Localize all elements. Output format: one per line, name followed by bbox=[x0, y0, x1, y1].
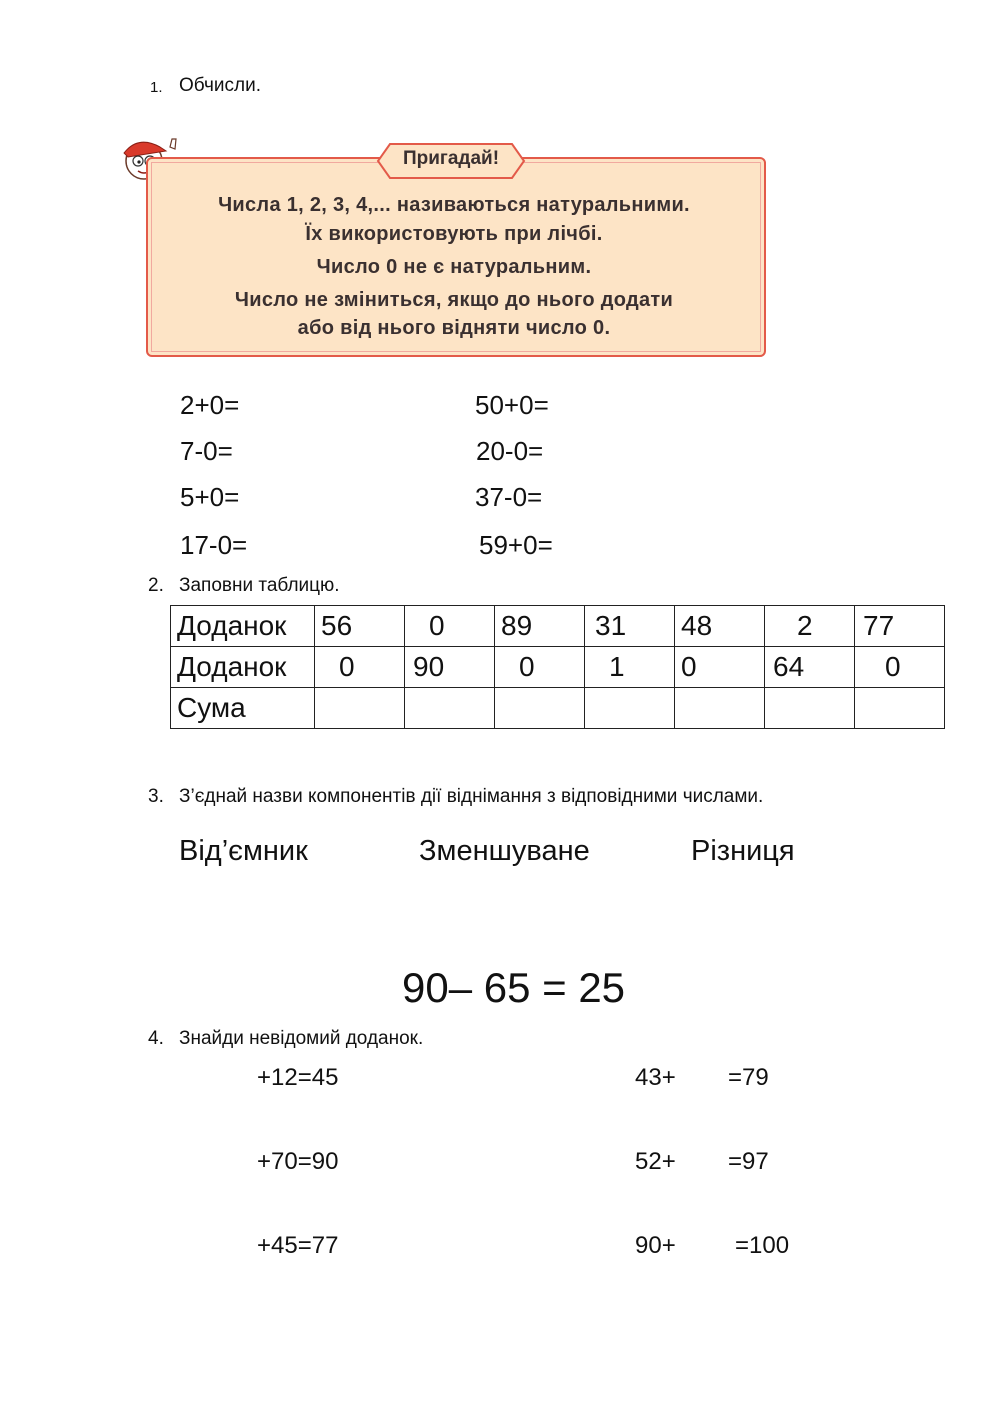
reminder-tag bbox=[376, 142, 526, 180]
task1-left-eq: 2+0= bbox=[180, 390, 240, 420]
answer-cell[interactable] bbox=[585, 688, 675, 729]
table-row bbox=[171, 647, 945, 688]
table-cell: 31 bbox=[585, 606, 675, 647]
reminder-line-4: Число не зміниться, якщо до нього додати bbox=[234, 289, 674, 311]
table-cell: 90 bbox=[405, 647, 495, 688]
task1-right-eq: 37-0= bbox=[475, 482, 543, 512]
task2-number: 2. bbox=[148, 575, 164, 596]
task1-right-eq: 59+0= bbox=[479, 530, 553, 560]
subtraction-equation: 90– 65 = 25 bbox=[402, 964, 626, 1011]
task4-right-b: =79 bbox=[728, 1064, 769, 1091]
task4-right-b: =97 bbox=[728, 1148, 769, 1175]
task1-right-eq: 50+0= bbox=[475, 390, 549, 420]
table-cell: 1 bbox=[585, 647, 675, 688]
answer-cell[interactable] bbox=[315, 688, 405, 729]
task1-number: 1. bbox=[150, 79, 163, 96]
task1-right-eq: 20-0= bbox=[476, 436, 544, 466]
table-cell: 0 bbox=[675, 647, 765, 688]
task1-title: Обчисли. bbox=[179, 75, 262, 96]
term-minuend[interactable]: Зменшуване bbox=[419, 835, 590, 867]
task4-left-eq: +12=45 bbox=[257, 1064, 339, 1091]
table-cell: 0 bbox=[495, 647, 585, 688]
answer-cell[interactable] bbox=[765, 688, 855, 729]
table-cell: 48 bbox=[675, 606, 765, 647]
table-cell: 2 bbox=[765, 606, 855, 647]
row-label: Доданок bbox=[171, 647, 315, 688]
reminder-line-5: або від нього відняти число 0. bbox=[297, 317, 611, 339]
task1-left-eq: 17-0= bbox=[180, 530, 248, 560]
task4-right-a: 90+ bbox=[635, 1232, 676, 1259]
task1-left-eq: 7-0= bbox=[180, 436, 233, 466]
task4-left-eq: +45=77 bbox=[257, 1232, 339, 1259]
task4-number: 4. bbox=[148, 1028, 164, 1049]
reminder-line-1: Числа 1, 2, 3, 4,... називаються натуральними. bbox=[218, 194, 690, 216]
answer-cell[interactable] bbox=[405, 688, 495, 729]
table-cell: 77 bbox=[855, 606, 945, 647]
answer-cell[interactable] bbox=[495, 688, 585, 729]
term-subtrahend[interactable]: Від’ємник bbox=[179, 835, 308, 867]
reminder-tag-label: Пригадай! bbox=[402, 148, 500, 169]
table-cell: 0 bbox=[315, 647, 405, 688]
task4-right-a: 52+ bbox=[635, 1148, 676, 1175]
table-row bbox=[171, 606, 945, 647]
term-difference[interactable]: Різниця bbox=[691, 835, 795, 867]
table-cell: 56 bbox=[315, 606, 405, 647]
reminder-line-2: Їх використовують при лічбі. bbox=[305, 223, 603, 245]
sum-table bbox=[170, 605, 945, 729]
row-label: Доданок bbox=[171, 606, 315, 647]
task3-number: 3. bbox=[148, 786, 164, 807]
table-cell: 64 bbox=[765, 647, 855, 688]
task2-title: Заповни таблицю. bbox=[179, 575, 340, 596]
table-cell: 0 bbox=[855, 647, 945, 688]
table-cell: 89 bbox=[495, 606, 585, 647]
task3-title: З’єднай назви компонентів дії віднімання з відповідними числами. bbox=[179, 786, 764, 807]
row-label: Сума bbox=[171, 688, 315, 729]
task4-right-b: =100 bbox=[735, 1232, 790, 1259]
task4-title: Знайди невідомий доданок. bbox=[179, 1028, 424, 1049]
reminder-line-3: Число 0 не є натуральним. bbox=[316, 256, 592, 278]
task4-right-a: 43+ bbox=[635, 1064, 676, 1091]
answer-cell[interactable] bbox=[855, 688, 945, 729]
task4-left-eq: +70=90 bbox=[257, 1148, 339, 1175]
answer-cell[interactable] bbox=[675, 688, 765, 729]
task1-left-eq: 5+0= bbox=[180, 482, 240, 512]
table-cell: 0 bbox=[405, 606, 495, 647]
table-row bbox=[171, 688, 945, 729]
